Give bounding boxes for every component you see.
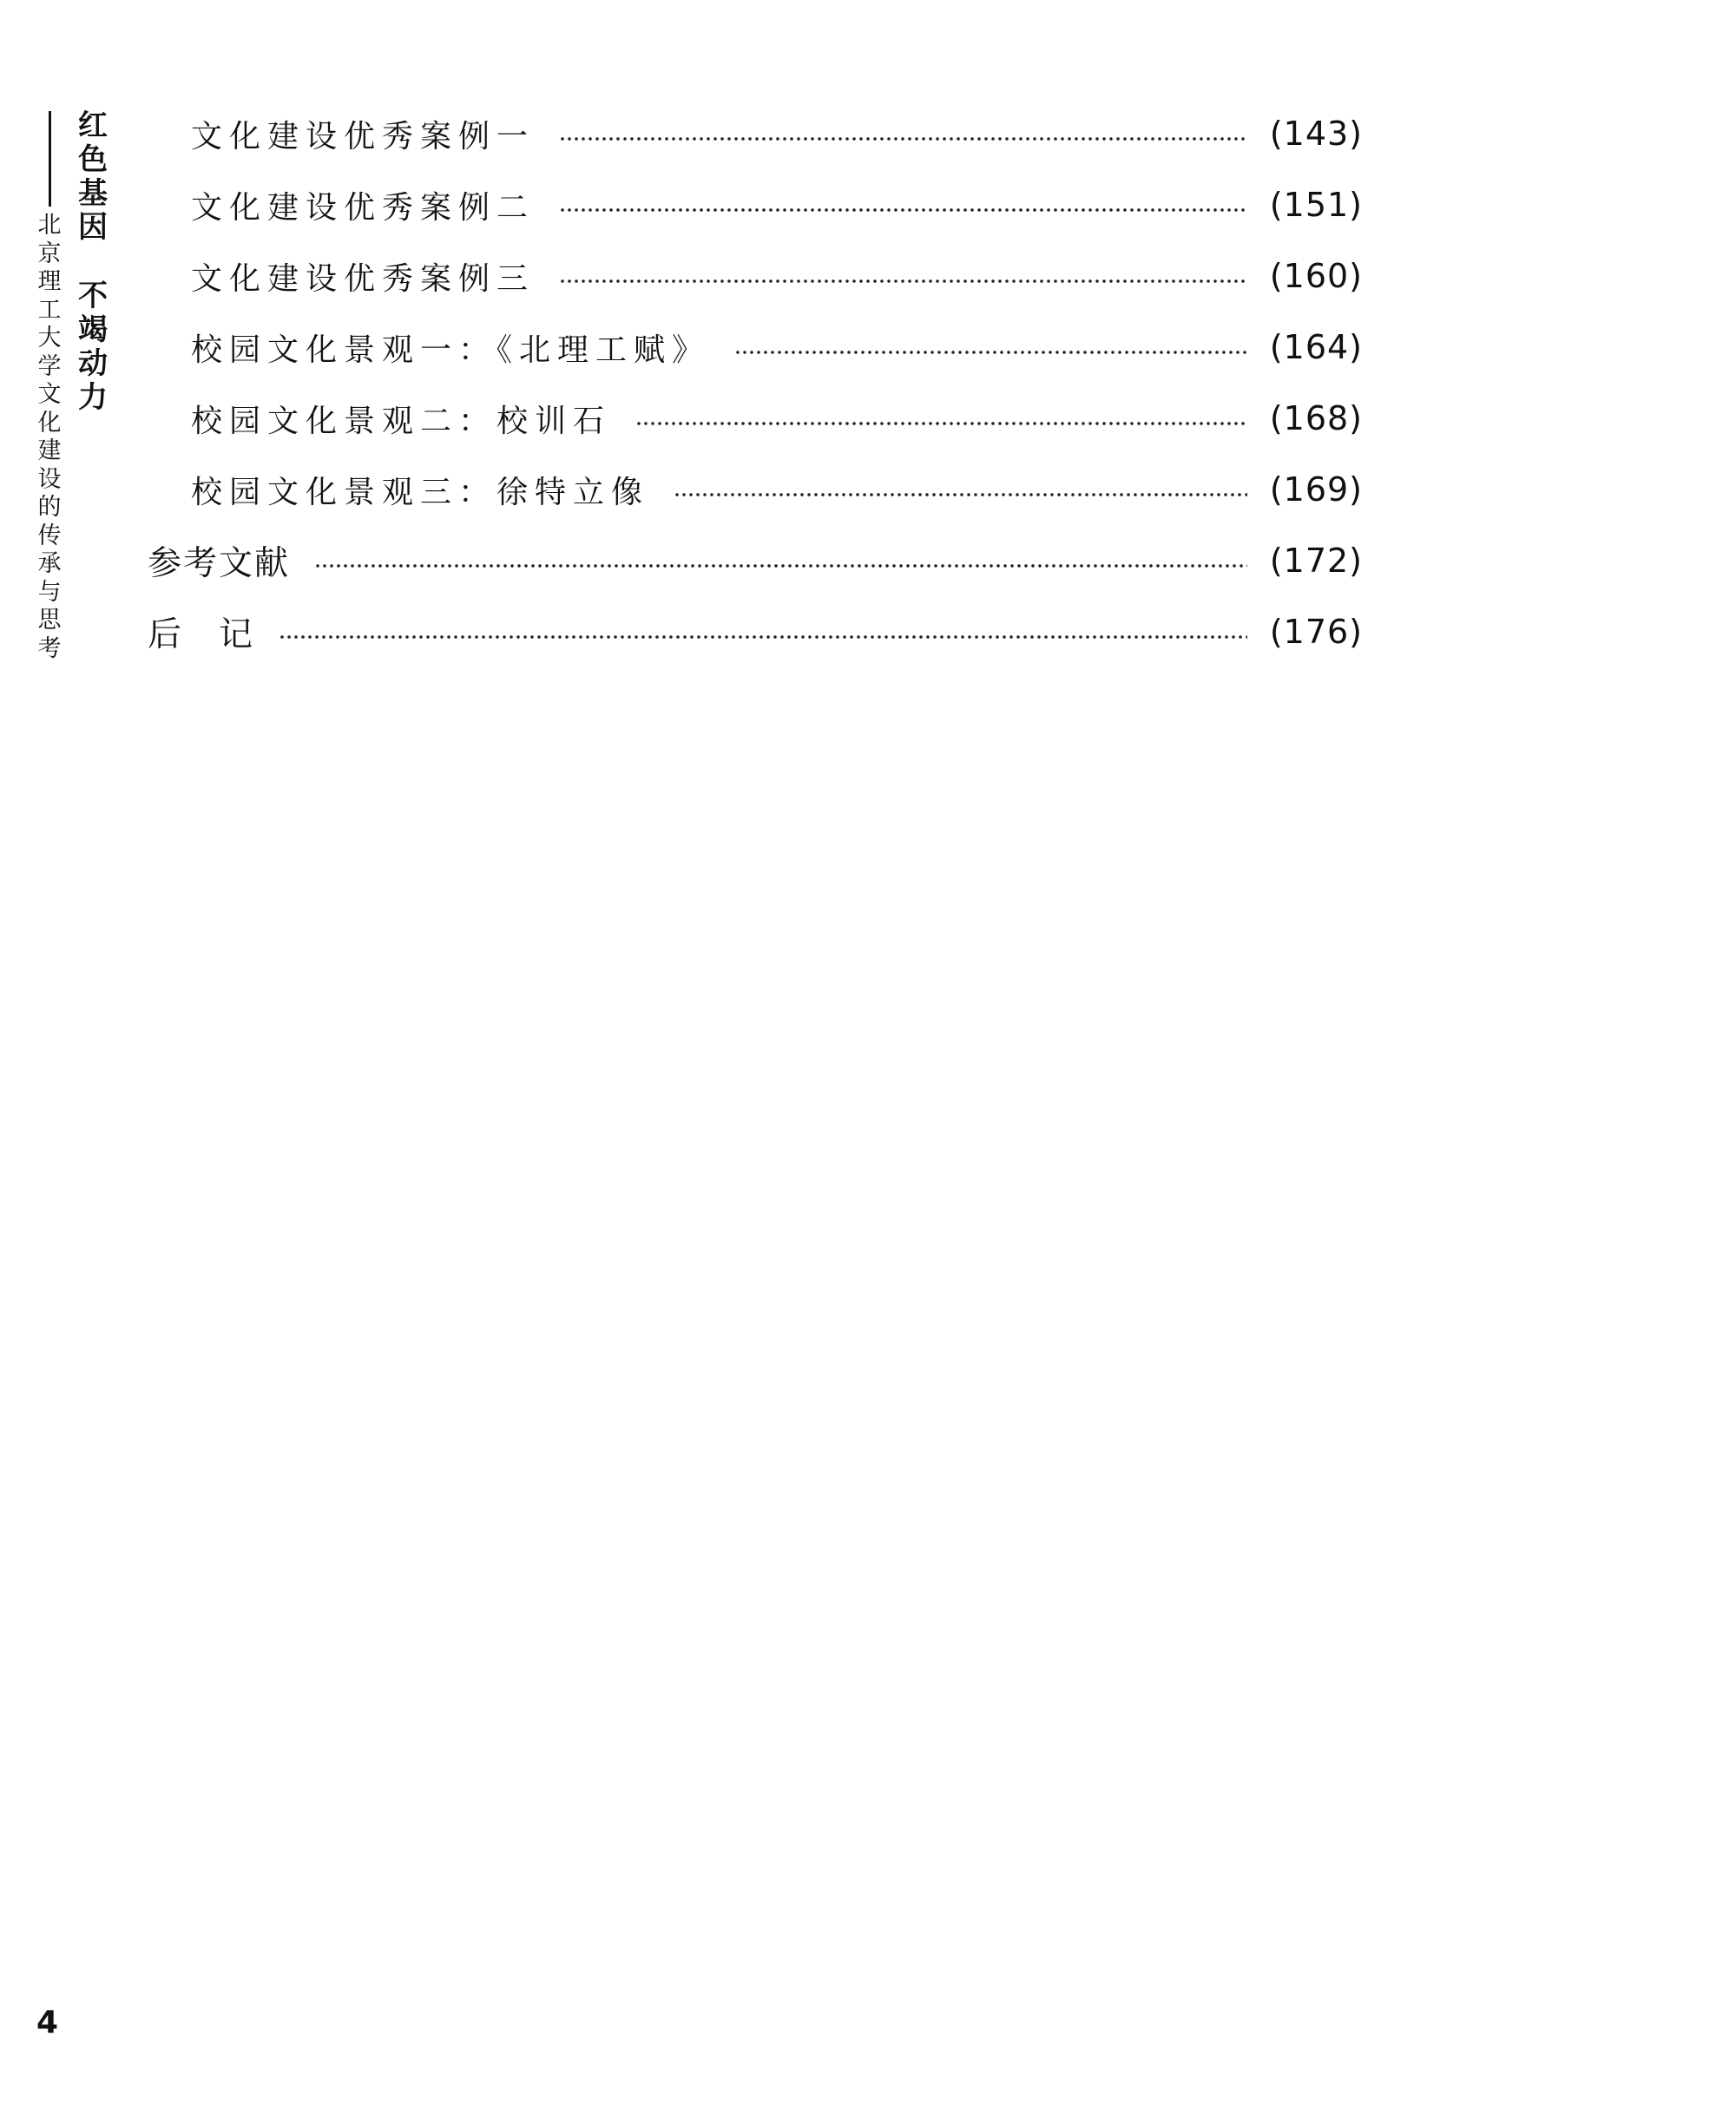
subtitle-char: 京 [37, 240, 62, 267]
toc-entry-title: 校园文化景观三：徐特立像 [191, 474, 650, 510]
running-title-main [75, 108, 111, 417]
subtitle-char: 工 [37, 296, 62, 324]
toc-leader-dots [734, 351, 1247, 354]
toc-entry[interactable] [148, 606, 1363, 658]
subtitle-char: 理 [37, 268, 62, 295]
toc-entry-title: 后 记 [148, 615, 255, 654]
toc-entry[interactable] [191, 179, 1363, 231]
subtitle-char: 承 [37, 550, 62, 577]
toc-entry-title: 参考文献 [148, 544, 291, 583]
toc-entry[interactable] [191, 108, 1363, 160]
subtitle-char: 设 [37, 465, 62, 493]
toc-entry-page: (164) [1269, 328, 1363, 366]
running-title-char: 色 [78, 142, 108, 177]
toc-leader-dots [559, 208, 1247, 212]
subtitle-char: 建 [37, 437, 62, 464]
toc-entry-title: 文化建设优秀案例二 [191, 189, 536, 226]
subtitle-char: 北 [37, 212, 62, 239]
toc-entry-page: (169) [1269, 470, 1363, 509]
toc-entry-title: 校园文化景观二：校训石 [191, 403, 612, 439]
running-title-char: 因 [78, 210, 108, 245]
toc-entry[interactable] [191, 392, 1363, 444]
running-title-char: 动 [78, 346, 108, 381]
subtitle-dash [49, 111, 51, 207]
toc-entry-title: 文化建设优秀案例一 [191, 118, 536, 154]
running-title-char: 不 [78, 279, 108, 313]
toc-entry[interactable] [191, 463, 1363, 516]
toc-leader-dots [279, 635, 1247, 639]
toc-leader-dots [635, 422, 1247, 425]
subtitle-char: 考 [37, 634, 62, 662]
toc-entry-page: (143) [1269, 115, 1363, 153]
subtitle-char: 的 [37, 494, 62, 521]
running-title-char: 基 [78, 176, 108, 211]
subtitle-char: 大 [37, 325, 62, 351]
running-title-char: 竭 [78, 312, 108, 347]
toc-entry[interactable] [191, 321, 1363, 373]
toc-entry-page: (151) [1269, 186, 1363, 224]
running-title-char: 力 [78, 380, 108, 415]
page-number: 4 [36, 2005, 59, 2040]
running-title-char: 红 [78, 108, 108, 143]
toc-entry[interactable] [148, 535, 1363, 587]
toc-entry[interactable] [191, 250, 1363, 302]
toc-leader-dots [314, 564, 1247, 568]
toc-entry-title: 文化建设优秀案例三 [191, 260, 536, 297]
subtitle-char: 学 [37, 352, 62, 380]
subtitle-char: 思 [37, 607, 62, 634]
running-title-subtitle [35, 111, 64, 665]
toc-leader-dots [559, 137, 1247, 141]
subtitle-char: 化 [37, 409, 62, 437]
toc-entry-page: (176) [1269, 613, 1363, 651]
toc-leader-dots [559, 279, 1247, 283]
toc-entry-page: (168) [1269, 399, 1363, 437]
toc-entry-title: 校园文化景观一：《北理工赋》 [191, 332, 711, 368]
toc-entry-page: (160) [1269, 257, 1363, 295]
toc-entry-page: (172) [1269, 542, 1363, 580]
subtitle-char: 传 [37, 522, 62, 549]
subtitle-char: 与 [37, 578, 62, 606]
toc-leader-dots [674, 493, 1247, 496]
subtitle-char: 文 [37, 381, 62, 408]
